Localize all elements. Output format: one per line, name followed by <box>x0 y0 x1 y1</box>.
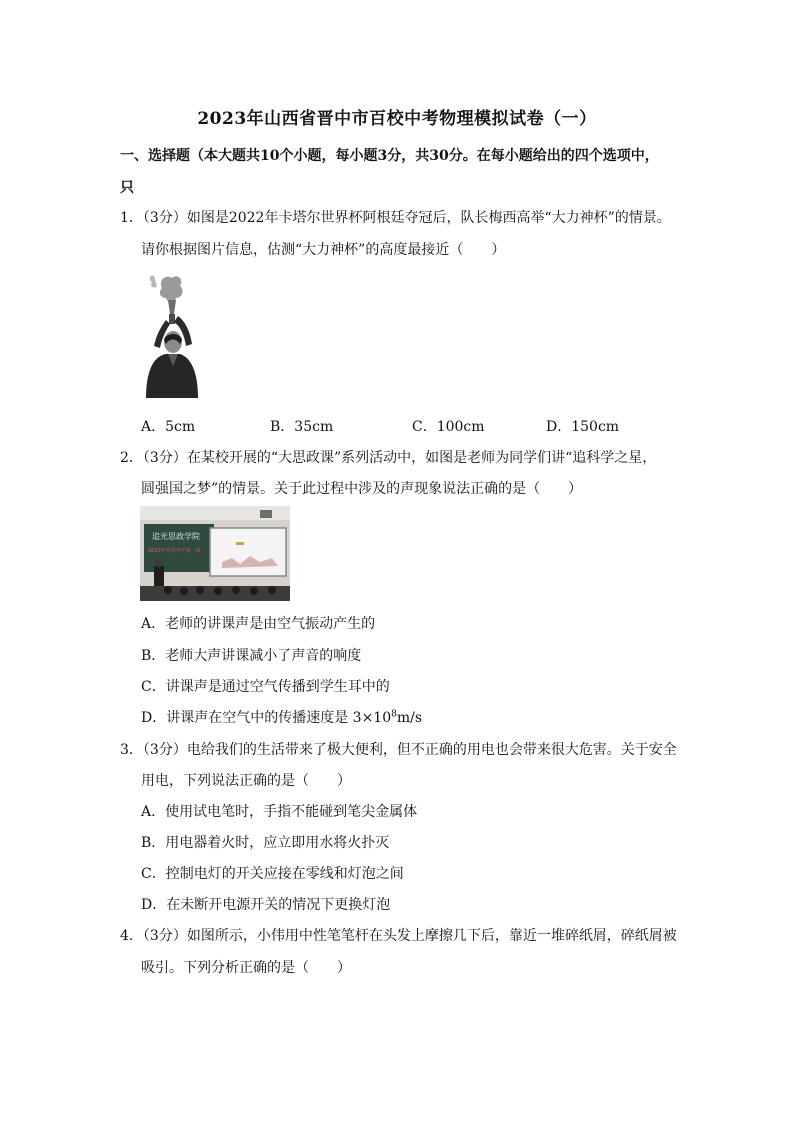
page-title: 2023年山西省晋中市百校中考物理模拟试卷（一） <box>197 109 597 129</box>
q1-option-a: A．5cm <box>141 419 196 435</box>
q4-stem-line1: 4．（3分）如图所示，小伟用中性笔笔杆在头发上摩擦几下后，靠近一堆碎纸屑，碎纸屑被 <box>120 928 677 944</box>
q1-trophy-figure <box>140 270 202 398</box>
classroom-photo-image <box>140 506 290 601</box>
q2-option-d-exponent: 8 <box>391 709 397 720</box>
q2-stem-line2: 圆强国之梦”的情景。关于此过程中涉及的声现象说法正确的是（ ） <box>141 481 583 497</box>
q1-stem-line2: 请你根据图片信息，估测“大力神杯”的高度最接近（ ） <box>141 242 506 258</box>
q3-option-d: D．在未断开电源开关的情况下更换灯泡 <box>141 897 391 913</box>
q3-option-c: C．控制电灯的开关应接在零线和灯泡之间 <box>141 866 404 882</box>
trophy-photo-image <box>140 270 202 398</box>
q2-option-b: B．老师大声讲课减小了声音的响度 <box>141 648 362 664</box>
q3-stem-line1: 3．（3分）电给我们的生活带来了极大便利，但不正确的用电也会带来很大危害。关于安全 <box>120 742 677 758</box>
q2-option-d <box>141 707 422 727</box>
q1-option-d: D．150cm <box>546 419 620 435</box>
q2-option-d-unit: m/s <box>396 710 423 726</box>
q2-option-c: C．讲课声是通过空气传播到学生耳中的 <box>141 679 390 695</box>
q1-option-c: C．100cm <box>412 419 485 435</box>
q2-option-d-text: D．讲课声在空气中的传播速度是 3×10 <box>141 710 392 726</box>
blackboard-subtitle-text: 2023年春季中学第一课 <box>148 548 201 554</box>
q1-option-b: B．35cm <box>270 419 334 435</box>
q2-option-a: A．老师的讲课声是由空气振动产生的 <box>141 616 376 632</box>
q3-option-a: A．使用试电笔时，手指不能碰到笔尖金属体 <box>141 804 418 820</box>
section-heading-line2: 只 <box>120 180 134 196</box>
q3-stem-line2: 用电，下列说法正确的是（ ） <box>141 773 351 789</box>
q1-stem-line1: 1．（3分）如图是2022年卡塔尔世界杯阿根廷夺冠后，队长梅西高举“大力神杯”的情景。 <box>120 210 671 226</box>
blackboard-title-text: 追光思政学院 <box>152 532 200 541</box>
q2-stem-line1: 2．（3分）在某校开展的“大思政课”系列活动中，如图是老师为同学们讲“追科学之星， <box>120 450 657 466</box>
q2-classroom-figure <box>140 506 290 601</box>
q3-option-b: B．用电器着火时，应立即用水将火扑灭 <box>141 835 390 851</box>
q4-stem-line2: 吸引。下列分析正确的是（ ） <box>141 960 351 976</box>
section-heading-line1: 一、选择题（本大题共10个小题，每小题3分，共30分。在每小题给出的四个选项中， <box>120 148 659 164</box>
